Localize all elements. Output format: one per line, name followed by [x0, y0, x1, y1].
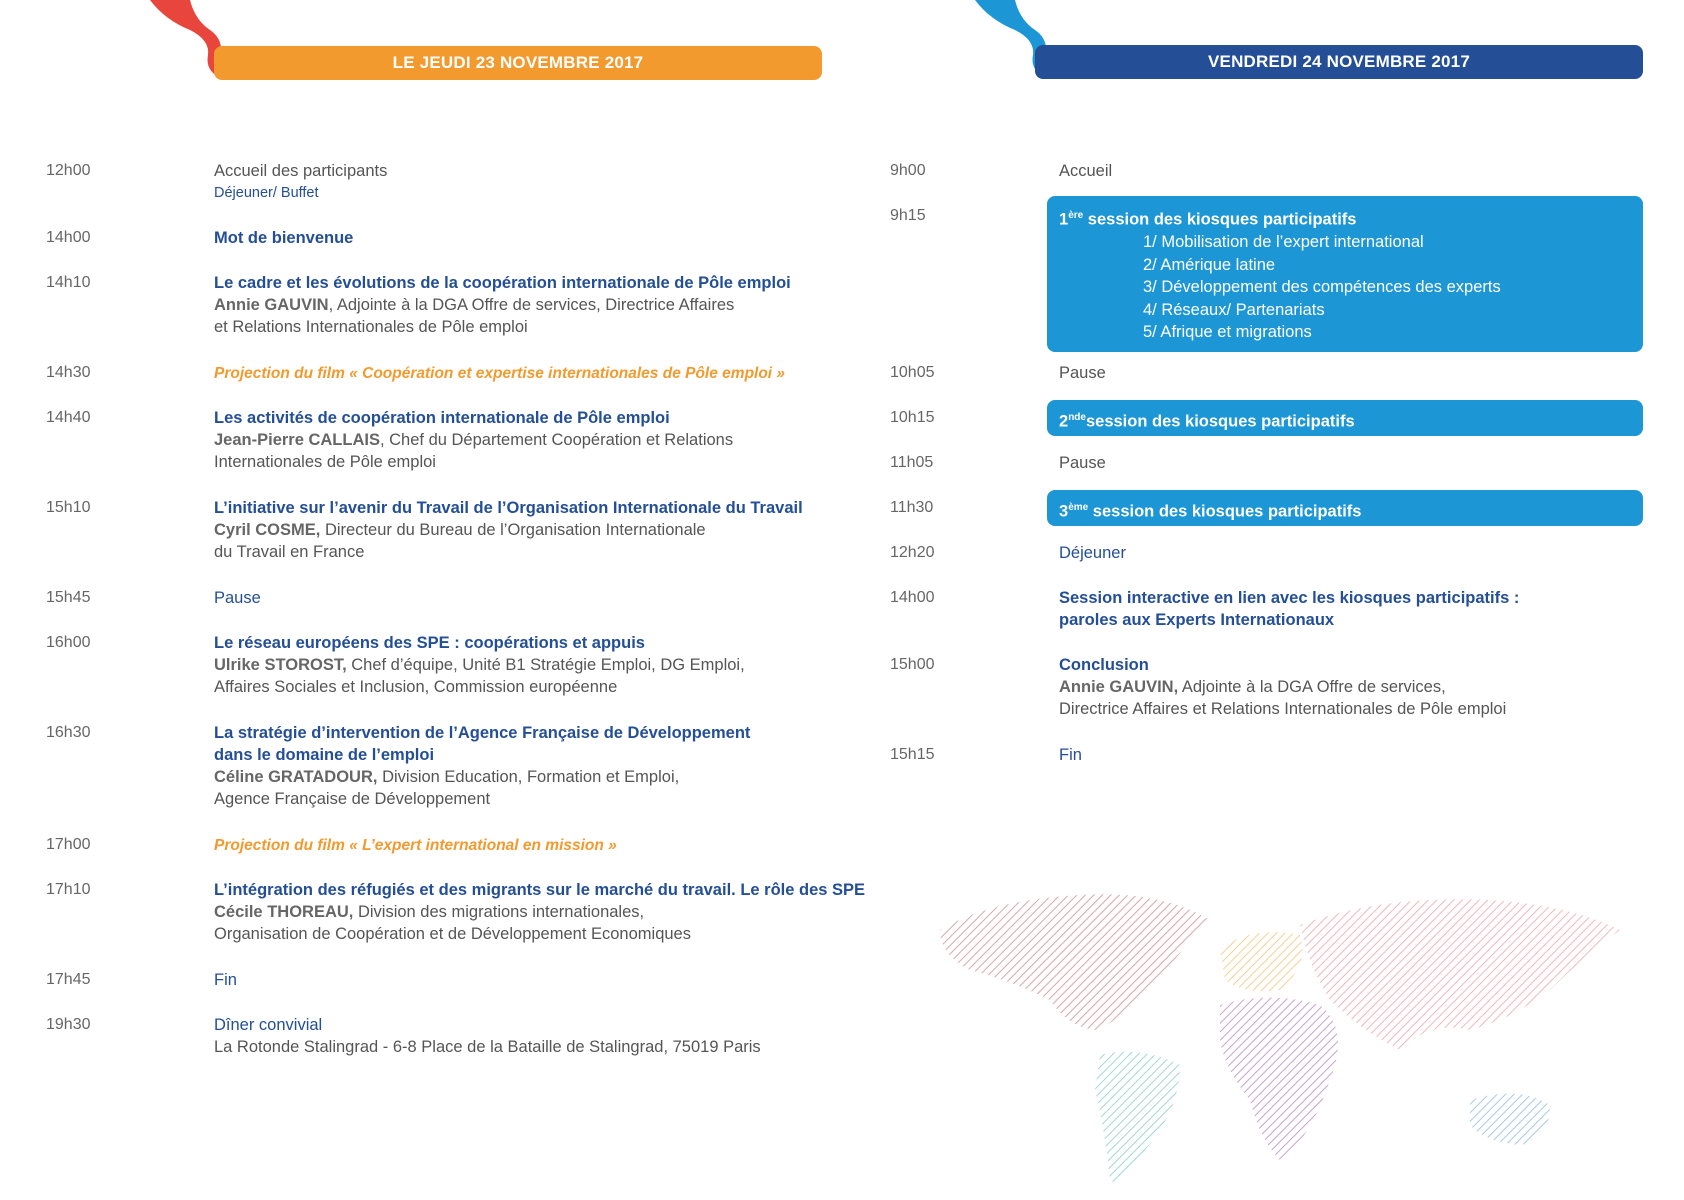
list-item: [214, 879, 874, 945]
speaker-name: Annie GAUVIN,: [1059, 678, 1179, 696]
speaker-role: Internationales de Pôle emploi: [214, 453, 436, 471]
time: 14h00: [46, 229, 91, 246]
speaker-name: Jean-Pierre CALLAIS: [214, 431, 380, 449]
kiosk-item: 5/ Afrique et migrations: [1143, 323, 1312, 341]
list-item: [214, 497, 854, 563]
speaker-role: Division des migrations internationales,: [353, 903, 645, 921]
time: 9h00: [890, 162, 926, 179]
speaker-role: Agence Française de Développement: [214, 790, 491, 808]
kiosk-item: 3/ Développement des compétences des experts: [1143, 278, 1501, 296]
time: 16h30: [46, 724, 91, 741]
item-title: Les activités de coopération internationale de Pôle emploi: [214, 409, 670, 427]
list-item: [214, 632, 854, 698]
speaker-name: Céline GRATADOUR,: [214, 768, 378, 786]
item-title: L’initiative sur l’avenir du Travail de l’Organisation Internationale du Travail: [214, 499, 803, 517]
south-america-shape: [1095, 1052, 1180, 1182]
speaker-name: Annie GAUVIN: [214, 296, 329, 314]
kiosk-session-3: [1047, 490, 1643, 526]
item-title: Pause: [1059, 364, 1106, 382]
time: 11h05: [890, 454, 934, 471]
australia-shape: [1470, 1094, 1550, 1145]
time: 16h00: [46, 634, 91, 651]
time: 10h15: [890, 409, 935, 426]
item-title: Dîner convivial: [214, 1016, 323, 1034]
item-title: dans le domaine de l’emploi: [214, 746, 435, 764]
time: 12h00: [46, 162, 91, 179]
speaker-name: Ulrike STOROST,: [214, 656, 347, 674]
speaker-role: Adjointe à la DGA Offre de services,: [1178, 678, 1446, 696]
list-item: [1059, 587, 1619, 631]
world-map-illustration: [930, 880, 1630, 1200]
africa-shape: [1220, 998, 1338, 1161]
north-america-shape: [940, 894, 1210, 1030]
item-subtext: La Rotonde Stalingrad - 6-8 Place de la Bataille de Stalingrad, 75019 Paris: [214, 1038, 761, 1056]
item-title: Le cadre et les évolutions de la coopération internationale de Pôle emploi: [214, 274, 791, 292]
list-item: [214, 722, 854, 810]
kiosk-item: 2/ Amérique latine: [1143, 255, 1276, 274]
time: 15h45: [46, 589, 91, 606]
item-text: Accueil des participants: [214, 162, 388, 180]
speaker-name: Cyril COSME,: [214, 521, 321, 539]
time: 17h10: [46, 881, 91, 898]
time: 14h10: [46, 274, 91, 291]
speaker-role: Chef d’équipe, Unité B1 Stratégie Emploi, DG Emploi,: [346, 656, 745, 674]
list-item: [214, 1014, 854, 1058]
item-title: Session interactive en lien avec les kiosques participatifs :: [1059, 589, 1520, 607]
speaker-name: Cécile THOREAU,: [214, 903, 354, 921]
kiosk-items: [1059, 231, 1631, 344]
film-title: Projection du film « L’expert international en mission »: [214, 837, 617, 854]
kiosk-session-2: [1047, 400, 1643, 436]
time: 15h00: [890, 656, 935, 673]
item-title: Pause: [214, 589, 261, 607]
item-title: Accueil: [1059, 162, 1113, 180]
kiosk-item: 1/ Mobilisation de l’expert international: [1143, 233, 1424, 251]
kiosk-title: 2ndesession des kiosques participatifs: [1059, 412, 1355, 431]
speaker-role: Division Education, Formation et Emploi,: [377, 768, 680, 786]
time: 12h20: [890, 544, 935, 561]
speaker-role: Directrice Affaires et Relations Internationales de Pôle emploi: [1059, 700, 1507, 718]
europe-shape: [1220, 932, 1303, 991]
item-title: Déjeuner: [1059, 544, 1126, 562]
time: 15h15: [890, 746, 935, 763]
time: 19h30: [46, 1016, 91, 1033]
time: 14h40: [46, 409, 91, 426]
time: 9h15: [890, 207, 926, 224]
kiosk-item: 4/ Réseaux/ Partenariats: [1143, 300, 1325, 319]
item-title: Mot de bienvenue: [214, 229, 354, 247]
item-title: Pause: [1059, 454, 1106, 472]
time: 10h05: [890, 364, 935, 381]
asia-shape: [1300, 899, 1620, 1050]
time: 14h00: [890, 589, 935, 606]
kiosk-title: 3ème session des kiosques participatifs: [1059, 502, 1362, 521]
speaker-role: , Chef du Département Coopération et Relations: [379, 431, 734, 449]
item-title: Le réseau européens des SPE : coopérations et appuis: [214, 634, 645, 652]
speaker-role: et Relations Internationales de Pôle emploi: [214, 318, 528, 336]
speaker-role: du Travail en France: [214, 543, 365, 561]
speaker-role: , Adjointe à la DGA Offre de services, Directrice Affaires: [328, 296, 735, 314]
item-title: Fin: [214, 971, 237, 989]
item-title: La stratégie d’intervention de l’Agence Française de Développement: [214, 724, 751, 742]
item-title: paroles aux Experts Internationaux: [1059, 611, 1335, 629]
film-title: Projection du film « Coopération et expertise internationales de Pôle emploi »: [214, 365, 786, 382]
time: 14h30: [46, 364, 91, 381]
speaker-role: Affaires Sociales et Inclusion, Commission européenne: [214, 678, 618, 696]
speaker-role: Organisation de Coopération et de Développement Economiques: [214, 925, 691, 943]
time: 11h30: [890, 499, 934, 516]
list-item: [214, 407, 854, 473]
item-subtext: Déjeuner/ Buffet: [214, 185, 319, 201]
day2-header: VENDREDI 24 NOVEMBRE 2017: [1035, 45, 1643, 79]
item-title: Fin: [1059, 746, 1082, 764]
kiosk-session-1: [1047, 196, 1643, 352]
time: 17h45: [46, 971, 91, 988]
item-title: L’intégration des réfugiés et des migrants sur le marché du travail. Le rôle des SPE: [214, 881, 866, 899]
speaker-role: Directeur du Bureau de l’Organisation Internationale: [320, 521, 706, 539]
list-item: [214, 160, 854, 204]
time: 15h10: [46, 499, 91, 516]
list-item: [1059, 654, 1619, 720]
list-item: [214, 272, 854, 338]
item-title: Conclusion: [1059, 656, 1149, 674]
time: 17h00: [46, 836, 91, 853]
kiosk-title: 1ère session des kiosques participatifs: [1059, 210, 1357, 229]
day1-header: LE JEUDI 23 NOVEMBRE 2017: [214, 46, 822, 80]
